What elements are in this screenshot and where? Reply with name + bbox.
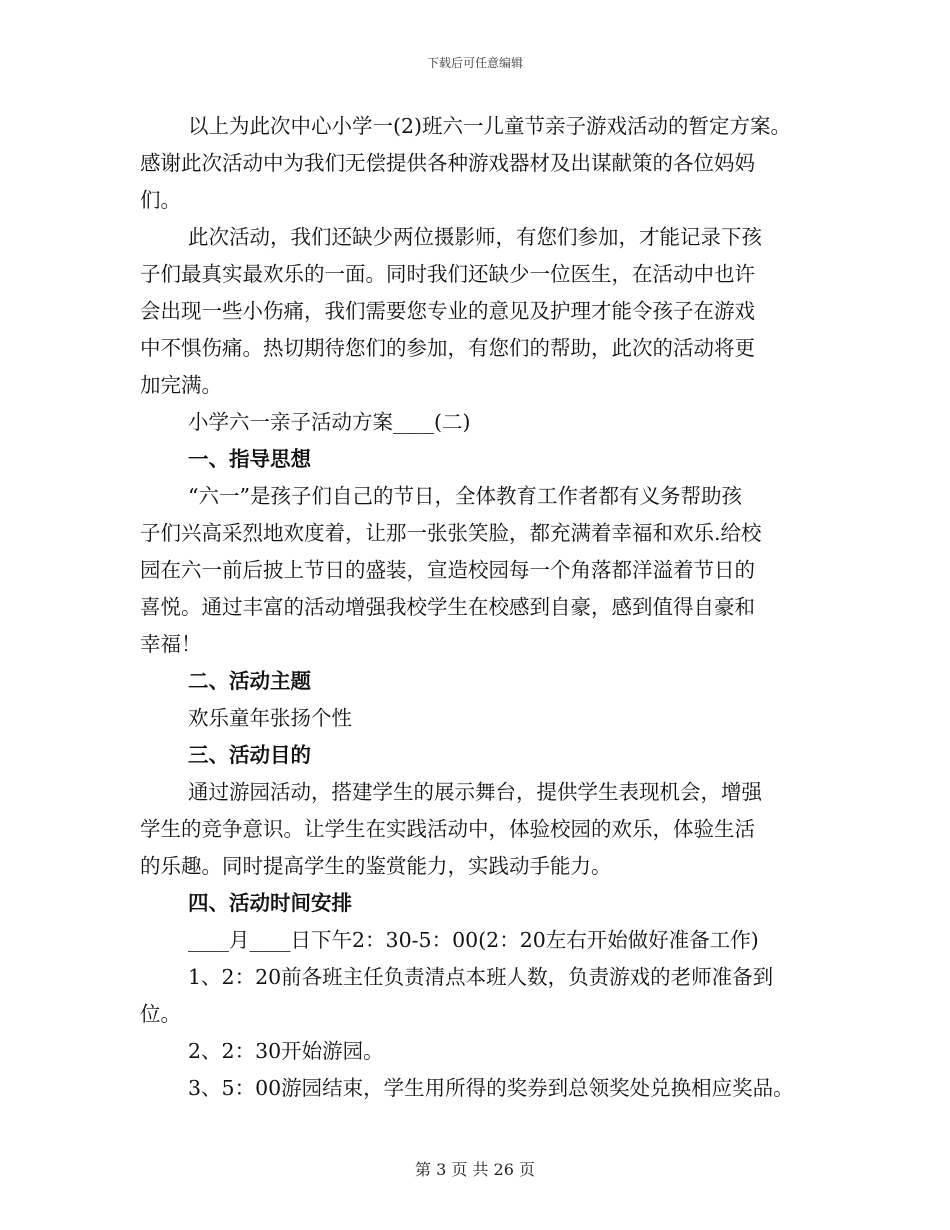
list-item: 1、2：20前各班主任负责清点本班人数，负责游戏的老师准备到 bbox=[188, 965, 774, 989]
body-line: 园在六一前后披上节日的盛装，宣造校园每一个角落都洋溢着节日的 bbox=[140, 558, 755, 582]
body-line: 以上为此次中心小学一(2)班六一儿童节亲子游戏活动的暂定方案。 bbox=[188, 114, 792, 138]
heading-activity-theme: 二、活动主题 bbox=[188, 669, 311, 693]
body-line: 感谢此次活动中为我们无偿提供各种游戏器材及出谋献策的各位妈妈 bbox=[140, 151, 755, 175]
body-line: 欢乐童年张扬个性 bbox=[188, 706, 352, 730]
list-item: 3、5：00游园结束，学生用所得的奖券到总领奖处兑换相应奖品。 bbox=[188, 1076, 794, 1100]
section-title-line: 小学六一亲子活动方案____(二) bbox=[188, 410, 471, 434]
list-item: 2、2：30开始游园。 bbox=[188, 1039, 384, 1063]
body-line: 子们最真实最欢乐的一面。同时我们还缺少一位医生，在活动中也许 bbox=[140, 262, 755, 286]
body-line: 幸福！ bbox=[140, 632, 202, 656]
body-line: 喜悦。通过丰富的活动增强我校学生在校感到自豪，感到值得自豪和 bbox=[140, 595, 755, 619]
page-header: 下载后可任意编辑 bbox=[426, 56, 523, 70]
body-line: 中不惧伤痛。热切期待您们的参加，有您们的帮助，此次的活动将更 bbox=[140, 336, 755, 360]
heading-activity-schedule: 四、活动时间安排 bbox=[188, 891, 352, 915]
document-body bbox=[140, 108, 830, 1107]
body-line: 子们兴高采烈地欢度着，让那一张张笑脸，都充满着幸福和欢乐.给校 bbox=[140, 521, 762, 545]
body-line: 位。 bbox=[140, 1002, 181, 1026]
body-line: 学生的竞争意识。让学生在实践活动中，体验校园的欢乐，体验生活 bbox=[140, 817, 755, 841]
heading-guiding-thought: 一、指导思想 bbox=[188, 447, 311, 471]
body-line: 的乐趣。同时提高学生的鉴赏能力，实践动手能力。 bbox=[140, 854, 612, 878]
body-line: 们。 bbox=[140, 188, 181, 212]
body-line: 通过游园活动，搭建学生的展示舞台，提供学生表现机会，增强 bbox=[188, 780, 762, 804]
heading-activity-purpose: 三、活动目的 bbox=[188, 743, 311, 767]
body-line: “六一”是孩子们自己的节日，全体教育工作者都有义务帮助孩 bbox=[188, 484, 742, 508]
body-line: 此次活动，我们还缺少两位摄影师，有您们参加，才能记录下孩 bbox=[188, 225, 762, 249]
page-footer: 第 3 页 共 26 页 bbox=[415, 1160, 535, 1179]
body-line: 加完满。 bbox=[140, 373, 222, 397]
body-line: ____月____日下午2：30-5：00(2：20左右开始做好准备工作) bbox=[188, 928, 759, 952]
body-line: 会出现一些小伤痛，我们需要您专业的意见及护理才能令孩子在游戏 bbox=[140, 299, 755, 323]
